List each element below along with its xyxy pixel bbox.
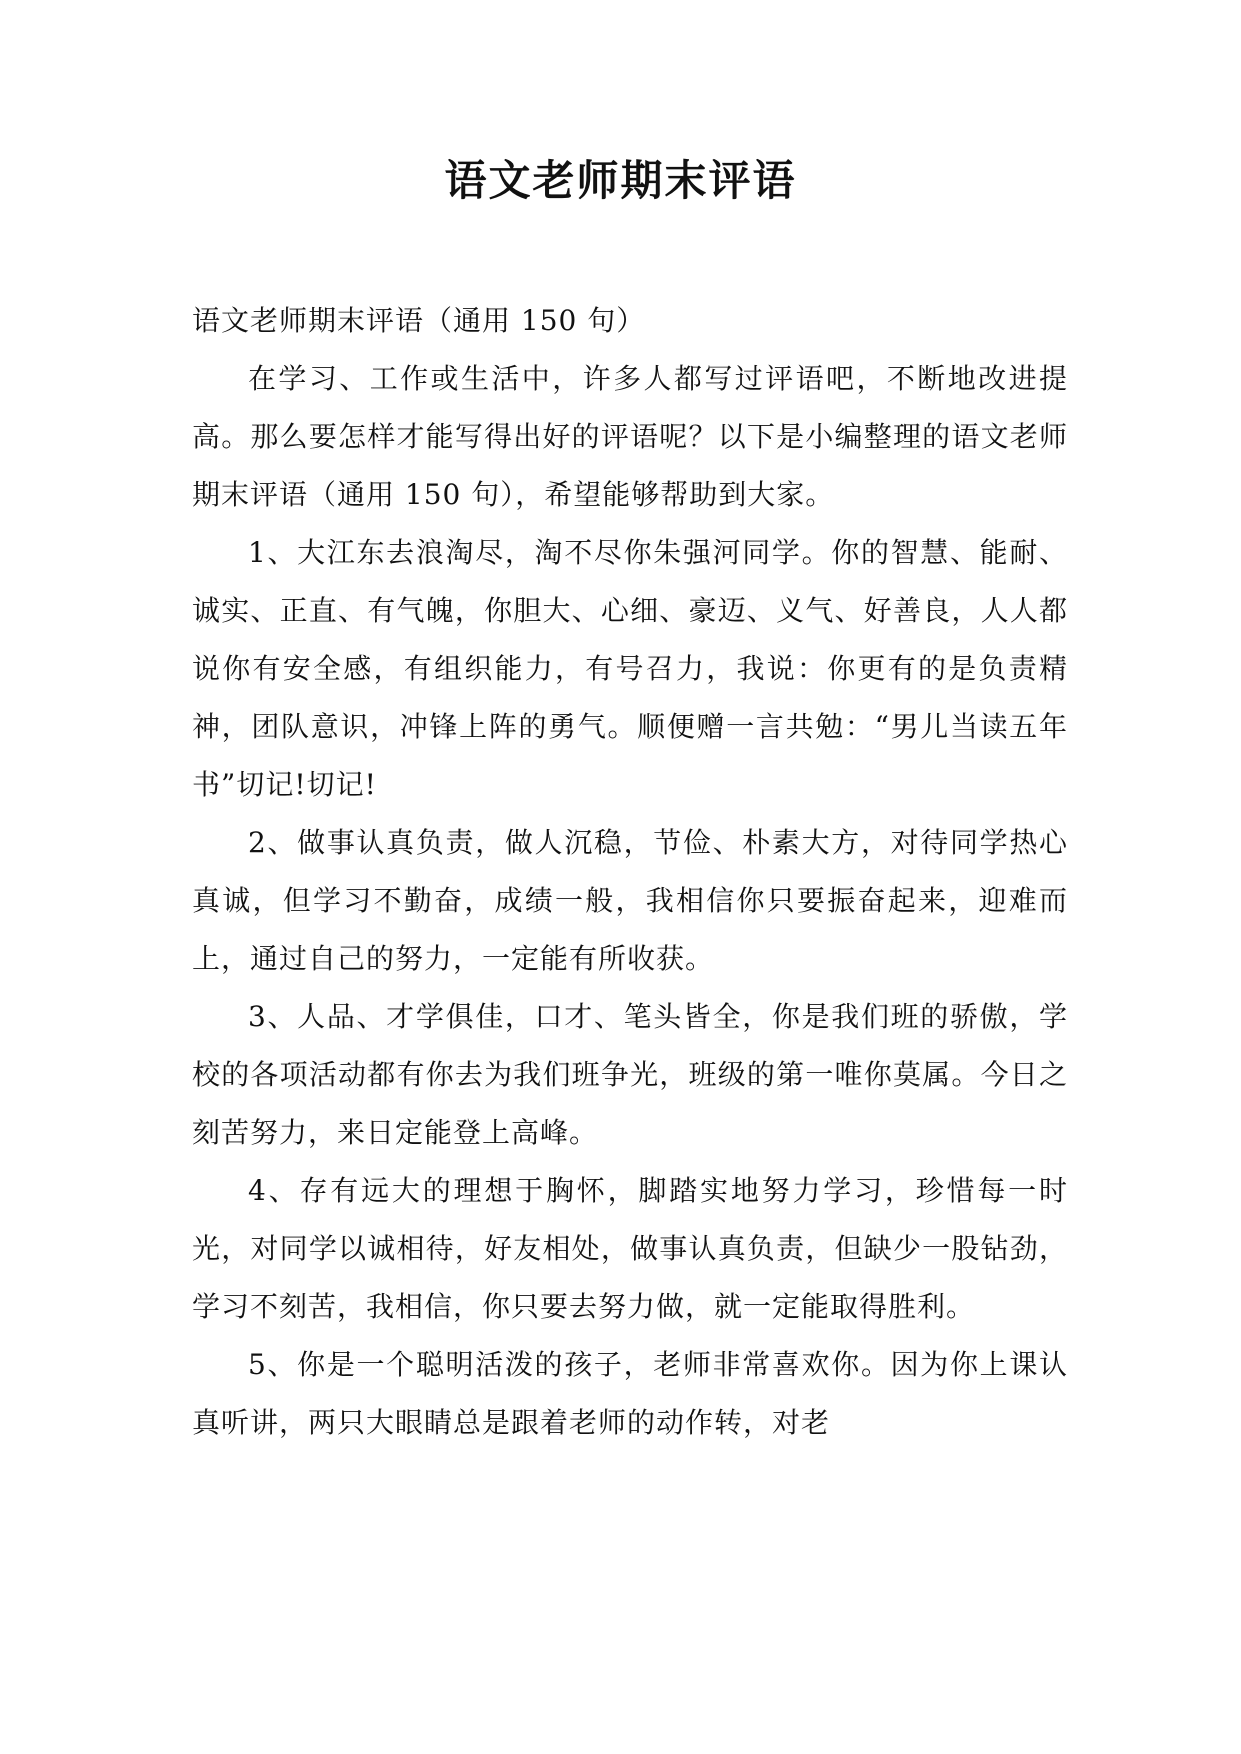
- document-title: 语文老师期末评语: [444, 156, 797, 205]
- comment-paragraph-5: 5、你是一个聪明活泼的孩子，老师非常喜欢你。因为你上课认真听讲，两只大眼睛总是跟着老师的动作转，对老: [192, 1348, 1068, 1439]
- document-body: [192, 292, 1068, 1452]
- document-subtitle: 语文老师期末评语（通用 150 句）: [192, 304, 646, 337]
- comment-paragraph-1: 1、大江东去浪淘尽，淘不尽你朱强河同学。你的智慧、能耐、诚实、正直、有气魄，你胆大、心细、豪迈、义气、好善良，人人都说你有安全感，有组织能力，有号召力，我说：你更有的是负责精神，团队意识，冲锋上阵的勇气。顺便赠一言共勉：“男儿当读五年书”切记!切记!: [192, 536, 1068, 801]
- comment-paragraph-4: 4、存有远大的理想于胸怀，脚踏实地努力学习，珍惜每一时光，对同学以诚相待，好友相处，做事认真负责，但缺少一股钻劲，学习不刻苦，我相信，你只要去努力做，就一定能取得胜利。: [192, 1174, 1068, 1323]
- comment-paragraph-3: 3、人品、才学俱佳，口才、笔头皆全，你是我们班的骄傲，学校的各项活动都有你去为我们班争光，班级的第一唯你莫属。今日之刻苦努力，来日定能登上高峰。: [192, 1000, 1068, 1149]
- comment-paragraph-2: 2、做事认真负责，做人沉稳，节俭、朴素大方，对待同学热心真诚，但学习不勤奋，成绩一般，我相信你只要振奋起来，迎难而上，通过自己的努力，一定能有所收获。: [192, 826, 1068, 975]
- intro-paragraph: 在学习、工作或生活中，许多人都写过评语吧，不断地改进提高。那么要怎样才能写得出好的评语呢？以下是小编整理的语文老师期末评语（通用 150 句），希望能够帮助到大家。: [192, 362, 1068, 511]
